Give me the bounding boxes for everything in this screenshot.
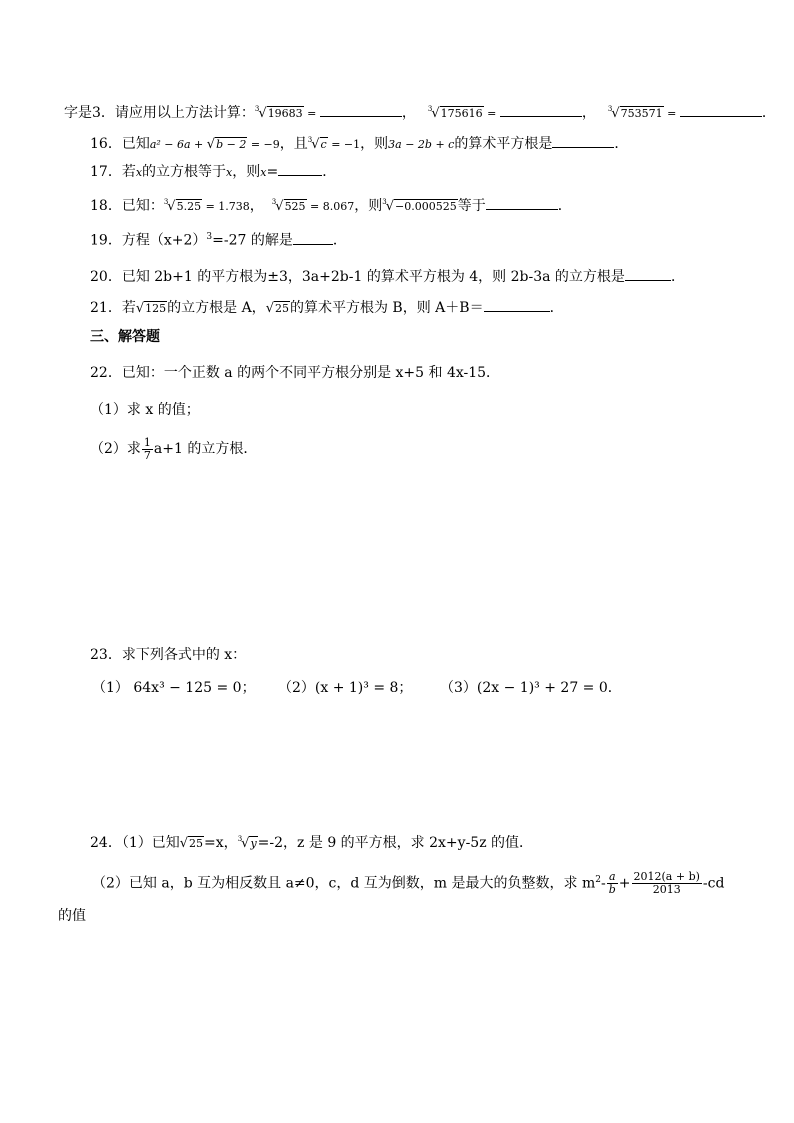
question-22-part-2: （2）求 $\frac{1}{7}$ a+1 的立方根． [90, 435, 258, 462]
question-21: 21．若√125的立方根是 A，√25的算术平方根为 B，则 A＋B＝ ． [90, 297, 564, 319]
question-17: 17．若x的立方根等于x，则x= ． [90, 161, 336, 183]
question-18: 18．已知：$^3$√5.25 = 1.738， $^3$√525 = 8.067，则$^3$√−0.000525等于 ． [90, 192, 572, 217]
answer-blank-2[interactable] [500, 102, 582, 117]
question-16: 16．已知a² − 6a + √b − 2 = −9，且$^3$√c = −1，则3a − 2b + c的算术平方根是 ． [90, 130, 628, 155]
fraction-a-b: $\frac{a}{b}$ [608, 870, 616, 897]
cube-root-3: $^3$√753571 [607, 105, 663, 121]
question-24-part-2: （2）已知 a，b 互为相反数且 a≠0，c，d 互为倒数，m 是最大的负整数，求 $m^2-$ $\frac{a}{b}$ + $\frac{2012(a + b)}{2013}$ -cd [92, 870, 725, 897]
cube-root-2: $^3$√175616 [427, 105, 483, 121]
question-23: 23．求下列各式中的 x： [90, 647, 247, 663]
question-24-tail: 的值 [58, 908, 86, 924]
q15-text: 字是3．请应用以上方法计算： [64, 105, 255, 121]
section-title: 三、解答题 [90, 329, 160, 345]
q15-line: 字是3．请应用以上方法计算：$^3$√19683 = ， $^3$√175616 = ， $^3$√753571 = ． [64, 99, 776, 124]
question-19: 19．方程$(x+2)^3=-27$ 的解是 ． [90, 227, 347, 251]
fraction-2012: $\frac{2012(a + b)}{2013}$ [633, 870, 700, 897]
answer-blank-21[interactable] [484, 297, 550, 312]
question-20: 20．已知 2b+1 的平方根为±3，3a+2b-1 的算术平方根为 4，则 2b-3a 的立方根是 ． [90, 266, 685, 287]
answer-blank-3[interactable] [680, 102, 762, 117]
cube-root-1: $^3$√19683 [254, 105, 303, 121]
answer-blank-20[interactable] [625, 266, 671, 281]
answer-blank-18[interactable] [486, 195, 558, 210]
question-22: 22．已知：一个正数 a 的两个不同平方根分别是 x+5 和 4x-15． [90, 365, 501, 381]
answer-blank-1[interactable] [320, 102, 402, 117]
question-23-part-2: （2）(x + 1)³ = 8； [278, 680, 413, 696]
answer-blank-19[interactable] [293, 230, 333, 245]
answer-blank-17[interactable] [278, 161, 322, 176]
question-24-part-1: 24．（1）已知√25=x，$^3$√y=-2，z 是 9 的平方根，求 2x+y-5z 的值． [90, 835, 534, 851]
fraction-1-7: $\frac{1}{7}$ [143, 435, 151, 462]
question-22-part-1: （1）求 x 的值； [90, 402, 200, 418]
answer-blank-16[interactable] [552, 133, 614, 148]
question-23-part-1: （1） 64x³ − 125 = 0； [92, 680, 256, 696]
question-23-part-3: （3）(2x − 1)³ + 27 = 0． [440, 680, 622, 696]
